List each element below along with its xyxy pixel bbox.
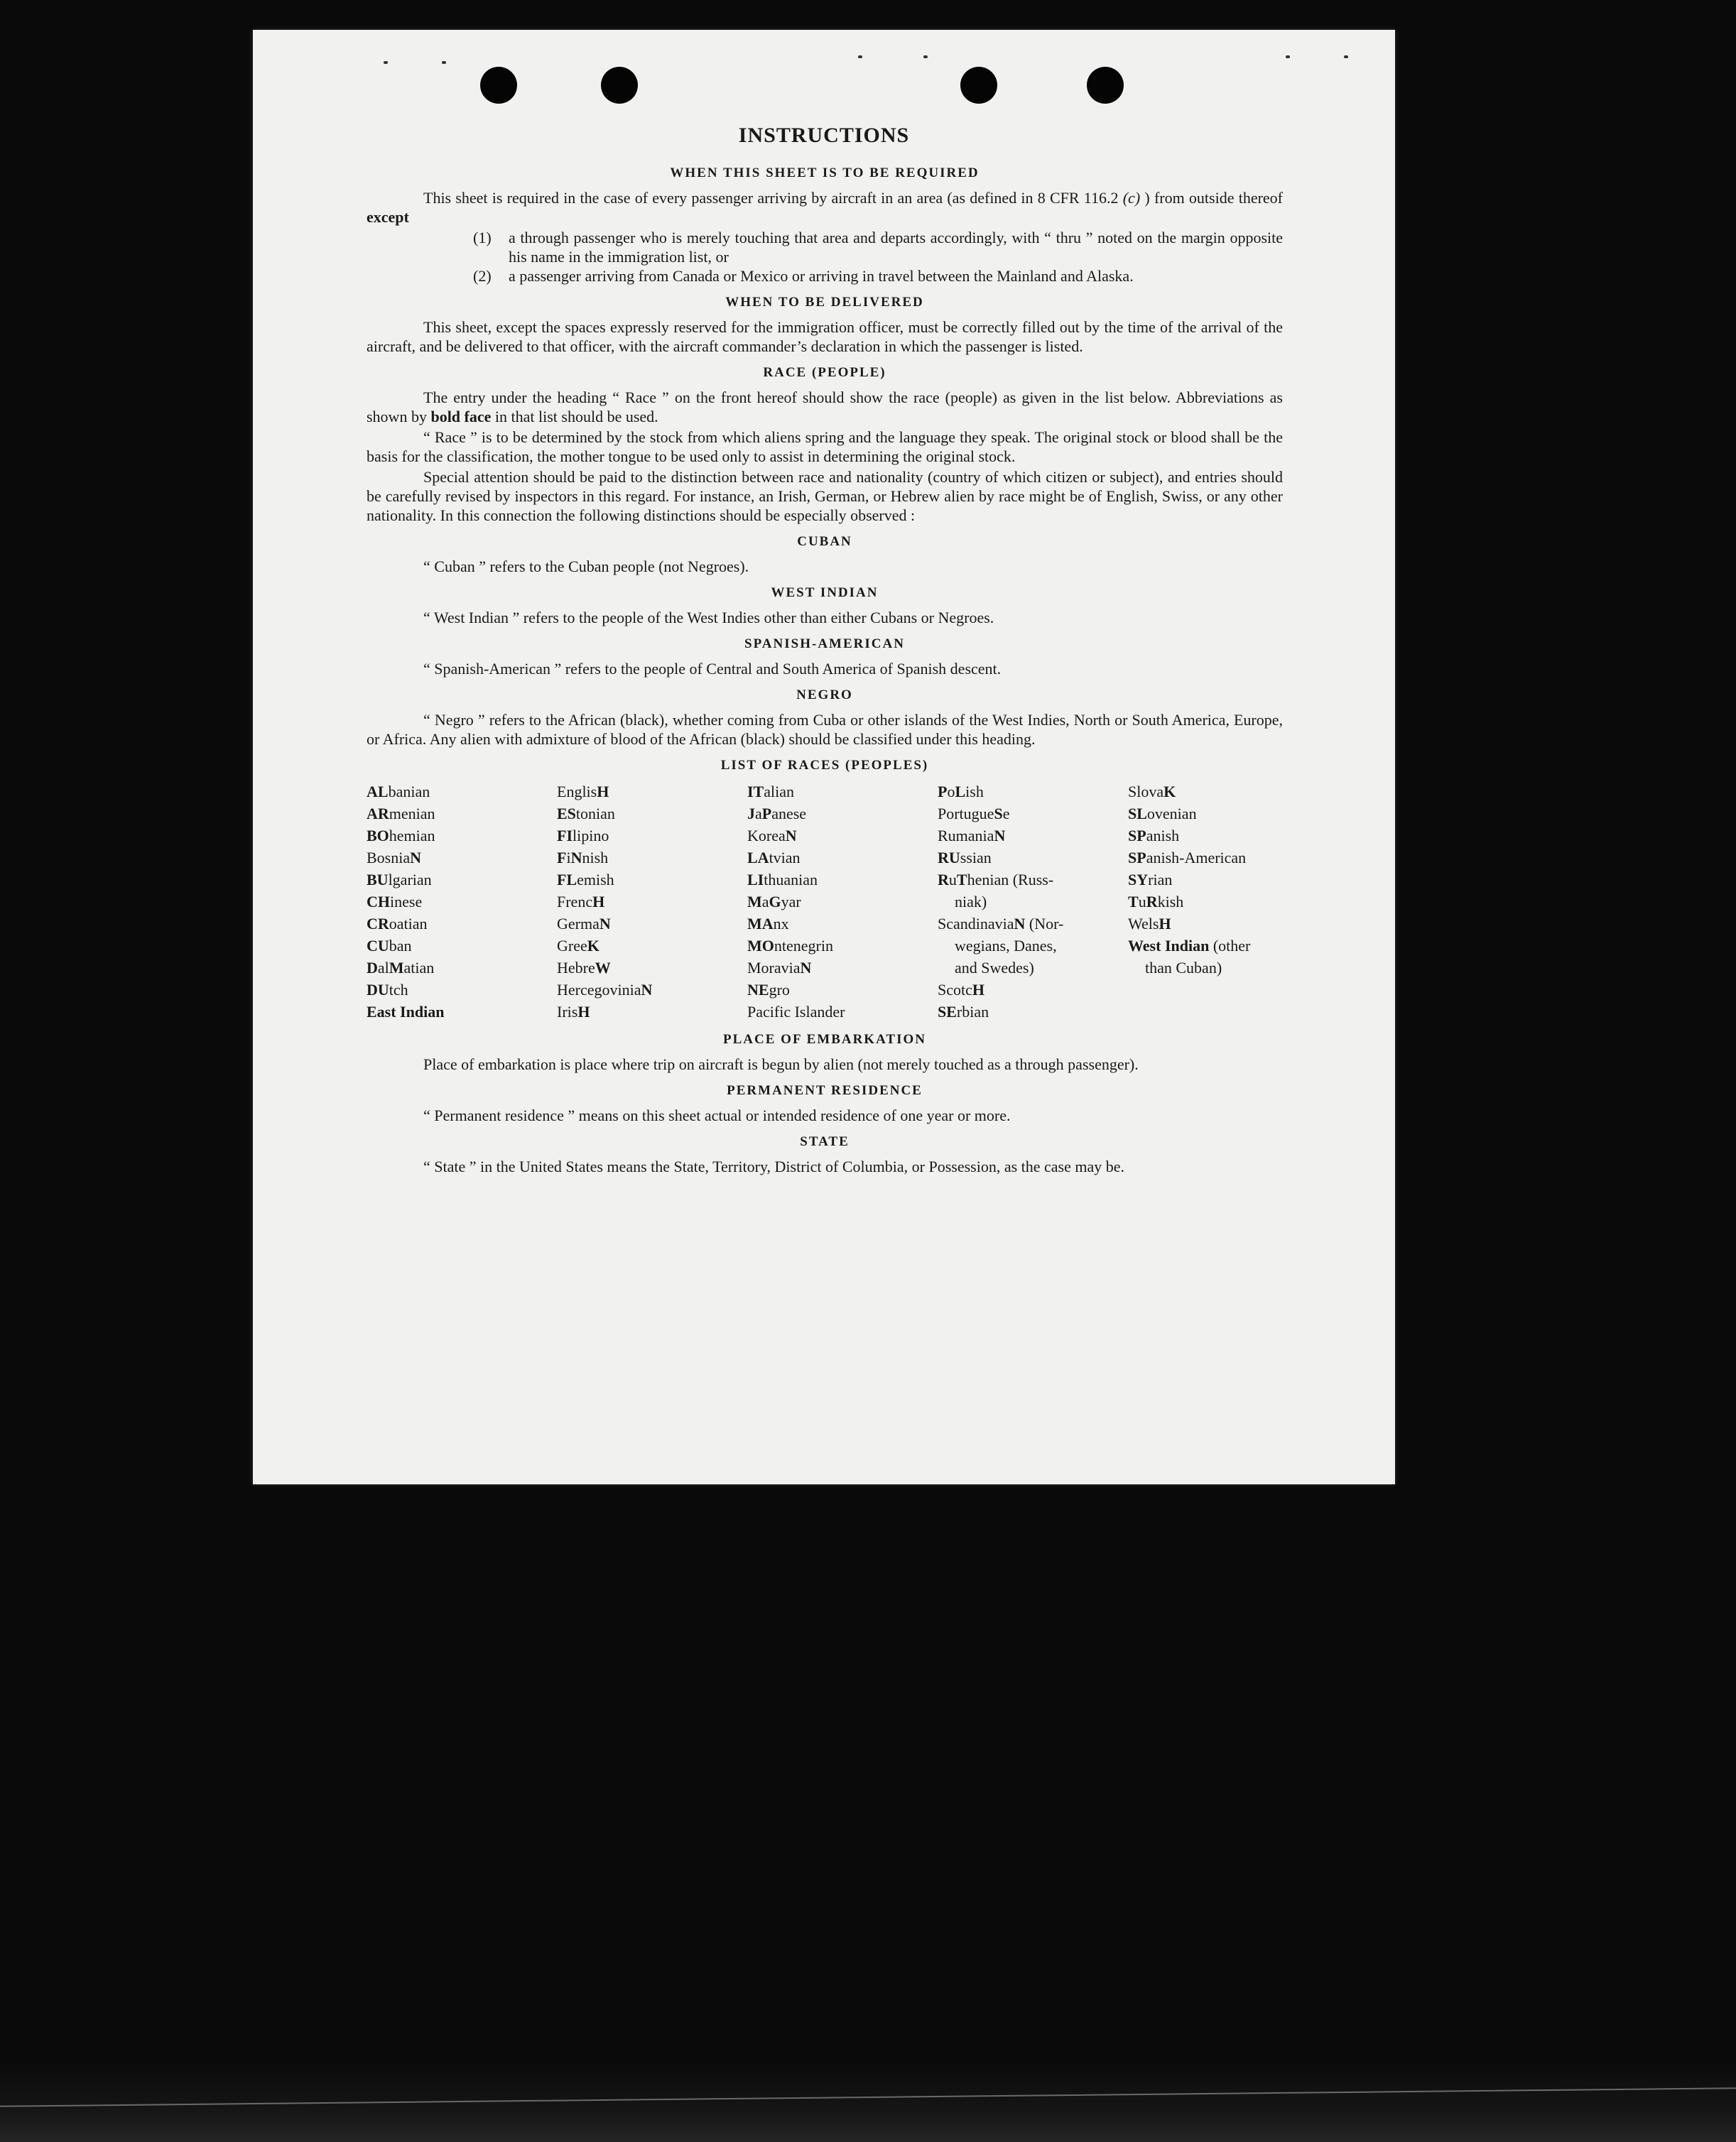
race-entry: West Indian (other	[1128, 937, 1251, 955]
instructions-body	[367, 156, 1283, 1178]
race-entry: than Cuban)	[1145, 959, 1222, 977]
race-entry: FiNnish	[557, 849, 609, 866]
cuban-text: “ Cuban ” refers to the Cuban people (not Negroes).	[423, 558, 749, 575]
race-entry: SErbian	[938, 1003, 989, 1021]
race-entry: FrencH	[557, 893, 605, 910]
races-column	[367, 781, 557, 1023]
page-title: INSTRUCTIONS	[738, 124, 910, 147]
heading-cuban: CUBAN	[797, 534, 852, 549]
races-column	[747, 781, 938, 1023]
race-entry: JaPanese	[747, 805, 807, 822]
race-entry: SPanish	[1128, 827, 1180, 844]
races-list	[367, 781, 1283, 1023]
race-paragraph: “ Race ” is to be determined by the stock from which aliens spring and the language they speak. The original stock or blood shall be the basis for the classification, the mother tongue to be used only to assist in determining the original stock.	[367, 428, 1283, 465]
race-entry: BOhemian	[367, 827, 435, 844]
race-entry: CUban	[367, 937, 412, 955]
race-entry: ALbanian	[367, 783, 430, 800]
race-entry: ITalian	[747, 783, 795, 800]
race-entry: LAtvian	[747, 849, 801, 866]
race-entry: SPanish-American	[1128, 849, 1247, 866]
heading-west-indian: WEST INDIAN	[771, 585, 879, 600]
race-entry: East Indian	[367, 1003, 445, 1021]
scan-speck	[858, 55, 862, 58]
race-entry: IrisH	[557, 1003, 590, 1021]
race-paragraph: The entry under the heading “ Race ” on the front hereof should show the race (people) as given in the list below. Abbreviations as shown by bold face in that list should be used.	[367, 388, 1283, 425]
race-entry: HercegoviniaN	[557, 981, 653, 999]
race-entry: MaGyar	[747, 893, 801, 910]
exception-item: (1) a through passenger who is merely touching that area and departs accordingly, with “ thru ” noted on the margin opposite his name in the immigration list, or	[473, 229, 1283, 266]
races-column	[557, 781, 747, 1023]
race-entry: RUssian	[938, 849, 992, 866]
race-entry: Pacific Islander	[747, 1003, 845, 1021]
heading-negro: NEGRO	[796, 687, 853, 702]
race-entry: WelsH	[1128, 915, 1171, 933]
punch-hole	[1087, 67, 1124, 104]
scan-speck	[442, 61, 446, 64]
race-entry: EStonian	[557, 805, 615, 822]
document-page	[253, 30, 1395, 1484]
race-entry: KoreaN	[747, 827, 797, 844]
punch-hole	[480, 67, 517, 104]
race-entry: PoLish	[938, 783, 984, 800]
race-entry: SLovenian	[1128, 805, 1197, 822]
heading-required: WHEN THIS SHEET IS TO BE REQUIRED	[670, 165, 980, 180]
race-entry: EnglisH	[557, 783, 609, 800]
scan-border	[0, 2060, 1736, 2142]
exception-item: (2) a passenger arriving from Canada or Mexico or arriving in travel between the Mainland and Alaska.	[473, 267, 1134, 285]
race-entry: FLemish	[557, 871, 614, 888]
race-entry: HebreW	[557, 959, 611, 977]
heading-delivered: WHEN TO BE DELIVERED	[725, 295, 924, 310]
punch-hole	[601, 67, 638, 104]
punch-hole	[960, 67, 997, 104]
race-entry: CHinese	[367, 893, 423, 910]
race-paragraph: Special attention should be paid to the distinction between race and nationality (country of which citizen or subject), and entries should be carefully revised by inspectors in this regard. For instance, an Irish, German, or Hebrew alien by race might be of English, Swiss, or any other nationality. In this connection the following distinctions should be especially observed :	[367, 468, 1283, 524]
race-entry: wegians, Danes,	[955, 937, 1057, 955]
race-entry: MAnx	[747, 915, 789, 933]
race-entry: SlovaK	[1128, 783, 1176, 800]
required-intro: This sheet is required in the case of every passenger arriving by aircraft in an area (as defined in 8 CFR 116.2 (c) ) from outside thereof except	[367, 189, 1284, 226]
heading-state: STATE	[800, 1134, 850, 1149]
race-entry: RuThenian (Russ-	[938, 871, 1054, 888]
scan-speck	[1344, 55, 1348, 58]
race-entry: FIlipino	[557, 827, 609, 844]
race-entry: TuRkish	[1128, 893, 1184, 910]
races-column	[1128, 781, 1313, 1023]
scan-speck	[923, 55, 928, 58]
heading-embarkation: PLACE OF EMBARKATION	[723, 1032, 926, 1047]
heading-list-of-races: LIST OF RACES (PEOPLES)	[720, 758, 929, 773]
race-entry: SYrian	[1128, 871, 1173, 888]
delivered-text: This sheet, except the spaces expressly reserved for the immigration officer, must be correctly filled out by the time of the arrival of the aircraft, and be delivered to that officer, with the aircraft commander’s declaration in which the passenger is listed.	[367, 318, 1283, 355]
race-entry: GermaN	[557, 915, 611, 933]
state-text: “ State ” in the United States means the State, Territory, District of Columbia, or Possession, as the case may be.	[423, 1158, 1125, 1175]
race-entry: ARmenian	[367, 805, 435, 822]
race-entry: and Swedes)	[955, 959, 1034, 977]
races-column	[938, 781, 1128, 1023]
race-entry: ScandinaviaN (Nor-	[938, 915, 1064, 933]
race-entry: BUlgarian	[367, 871, 432, 888]
spanish-american-text: “ Spanish-American ” refers to the people of Central and South America of Spanish descent.	[423, 660, 1002, 678]
race-entry: ScotcH	[938, 981, 985, 999]
race-entry: DalMatian	[367, 959, 435, 977]
negro-text: “ Negro ” refers to the African (black), whether coming from Cuba or other islands of the West Indies, North or South America, Europe, or Africa. Any alien with admixture of blood of the African (black) should be classified under this heading.	[367, 711, 1283, 748]
race-entry: GreeK	[557, 937, 600, 955]
heading-residence: PERMANENT RESIDENCE	[727, 1083, 923, 1098]
residence-text: “ Permanent residence ” means on this sheet actual or intended residence of one year or more.	[423, 1107, 1011, 1124]
race-entry: PortugueSe	[938, 805, 1010, 822]
heading-spanish-american: SPANISH-AMERICAN	[744, 636, 905, 651]
race-entry: BosniaN	[367, 849, 422, 866]
west-indian-text: “ West Indian ” refers to the people of the West Indies other than either Cubans or Negroes.	[423, 609, 994, 626]
race-entry: LIthuanian	[747, 871, 818, 888]
embarkation-text: Place of embarkation is place where trip on aircraft is begun by alien (not merely touched as a through passenger).	[423, 1055, 1139, 1073]
race-entry: MOntenegrin	[747, 937, 833, 955]
race-entry: niak)	[955, 893, 987, 910]
race-entry: MoraviaN	[747, 959, 812, 977]
scan-speck	[384, 61, 388, 64]
race-entry: RumaniaN	[938, 827, 1006, 844]
scan-speck	[1286, 55, 1290, 58]
race-entry: DUtch	[367, 981, 408, 999]
race-entry: CRoatian	[367, 915, 428, 933]
heading-race: RACE (PEOPLE)	[763, 365, 886, 380]
race-entry: NEgro	[747, 981, 790, 999]
